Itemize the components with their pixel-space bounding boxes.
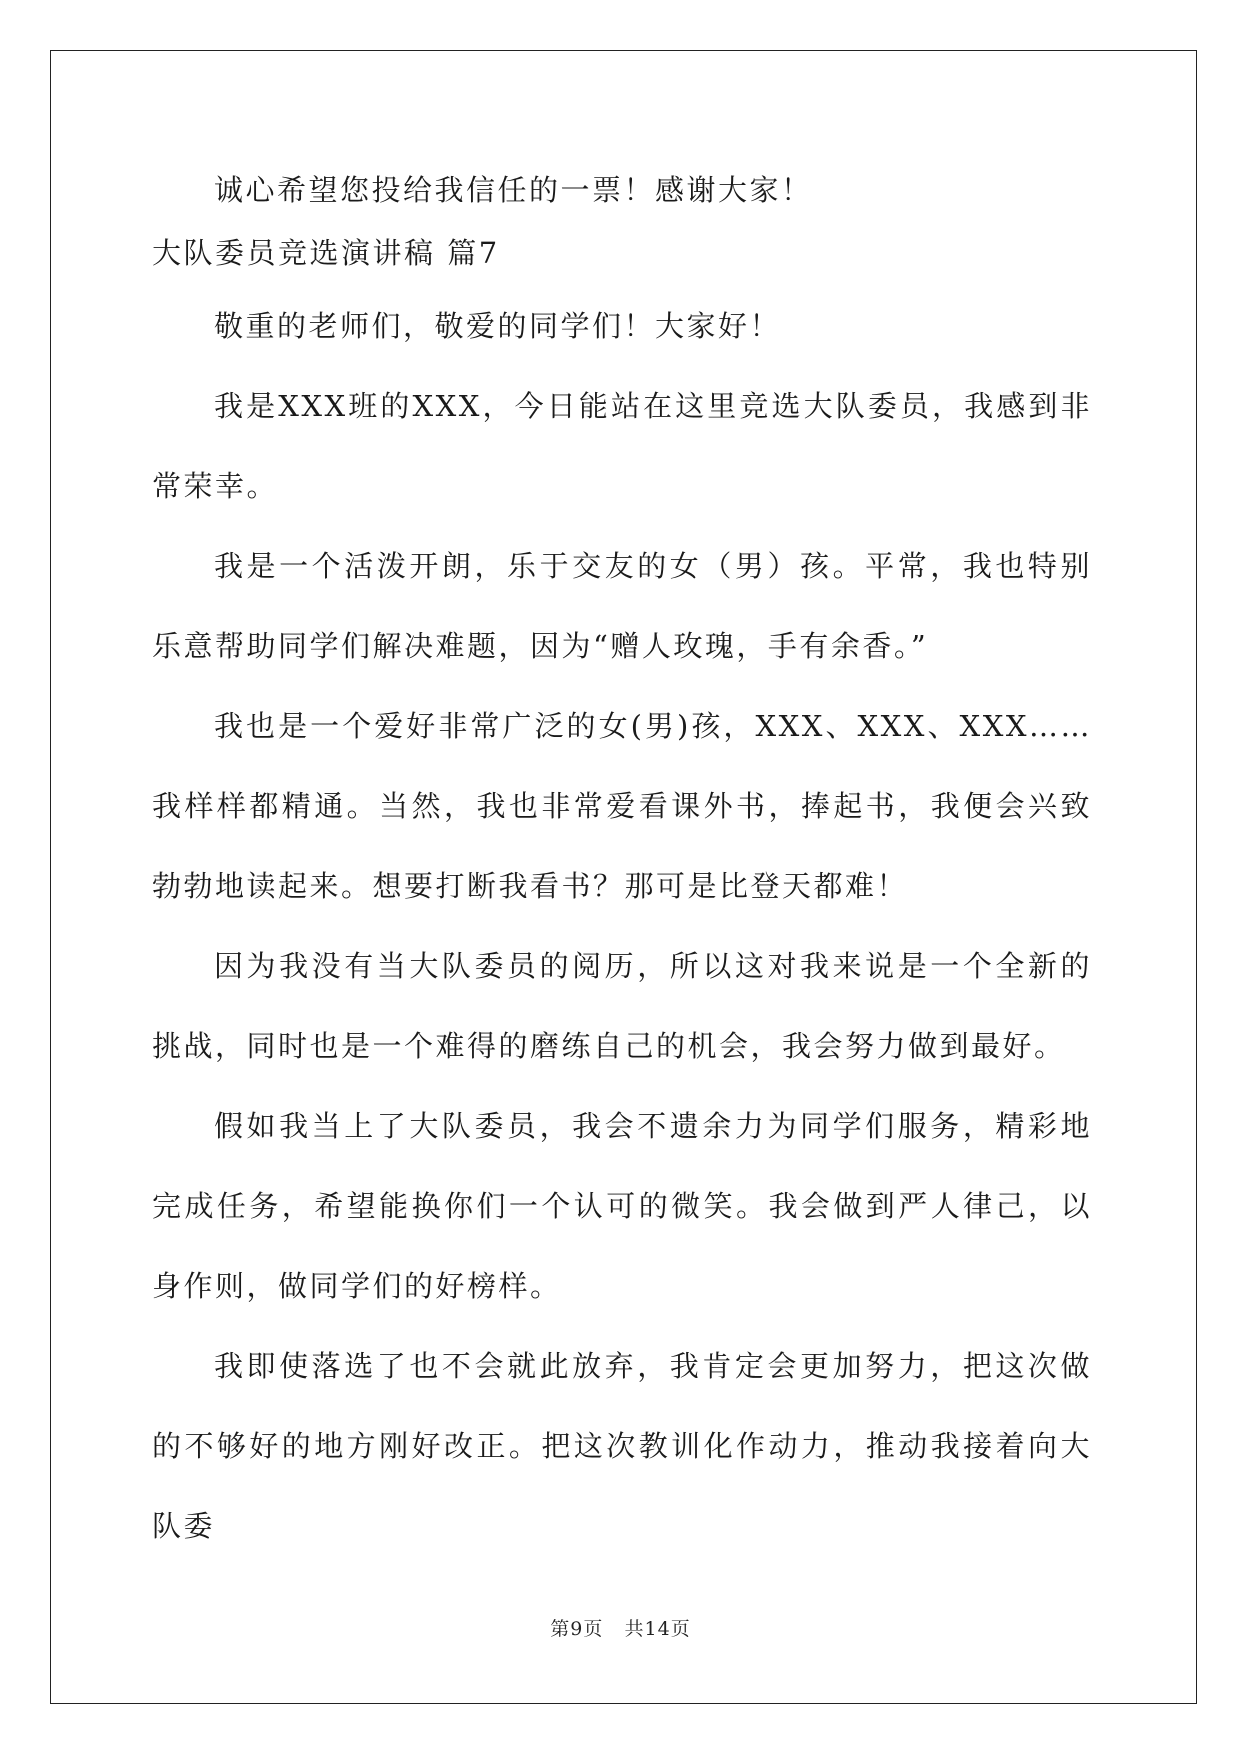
page-footer [0, 1614, 1241, 1641]
total-pages: 共14页 [624, 1618, 691, 1640]
personality-paragraph: 我是一个活泼开朗，乐于交友的女（男）孩。平常，我也特别乐意帮助同学们解决难题，因为“赠人玫瑰，手有余香。” [152, 549, 1092, 663]
page-number: 第9页 [550, 1618, 604, 1640]
hobbies-paragraph: 我也是一个爱好非常广泛的女(男)孩，XXX、XXX、XXX……我样样都精通。当然，我也非常爱看课外书，捧起书，我便会兴致勃勃地读起来。想要打断我看书？那可是比登天都难！ [152, 709, 1092, 903]
document-body [152, 162, 1092, 1566]
section-heading: 大队委员竞选演讲稿 篇7 [152, 236, 500, 270]
closing-paragraph: 诚心希望您投给我信任的一票！感谢大家！ [214, 173, 813, 207]
challenge-paragraph: 因为我没有当大队委员的阅历，所以这对我来说是一个全新的挑战，同时也是一个难得的磨练自己的机会，我会努力做到最好。 [152, 949, 1092, 1063]
resolve-paragraph: 我即使落选了也不会就此放弃，我肯定会更加努力，把这次做的不够好的地方刚好改正。把这次教训化作动力，推动我接着向大队委 [152, 1349, 1092, 1543]
footer-spacer [603, 1618, 624, 1640]
promise-paragraph: 假如我当上了大队委员，我会不遗余力为同学们服务，精彩地完成任务，希望能换你们一个认可的微笑。我会做到严人律己，以身作则，做同学们的好榜样。 [152, 1109, 1092, 1303]
intro-paragraph: 我是XXX班的XXX，今日能站在这里竞选大队委员，我感到非常荣幸。 [152, 389, 1092, 503]
greeting-paragraph: 敬重的老师们，敬爱的同学们！大家好！ [214, 309, 782, 343]
